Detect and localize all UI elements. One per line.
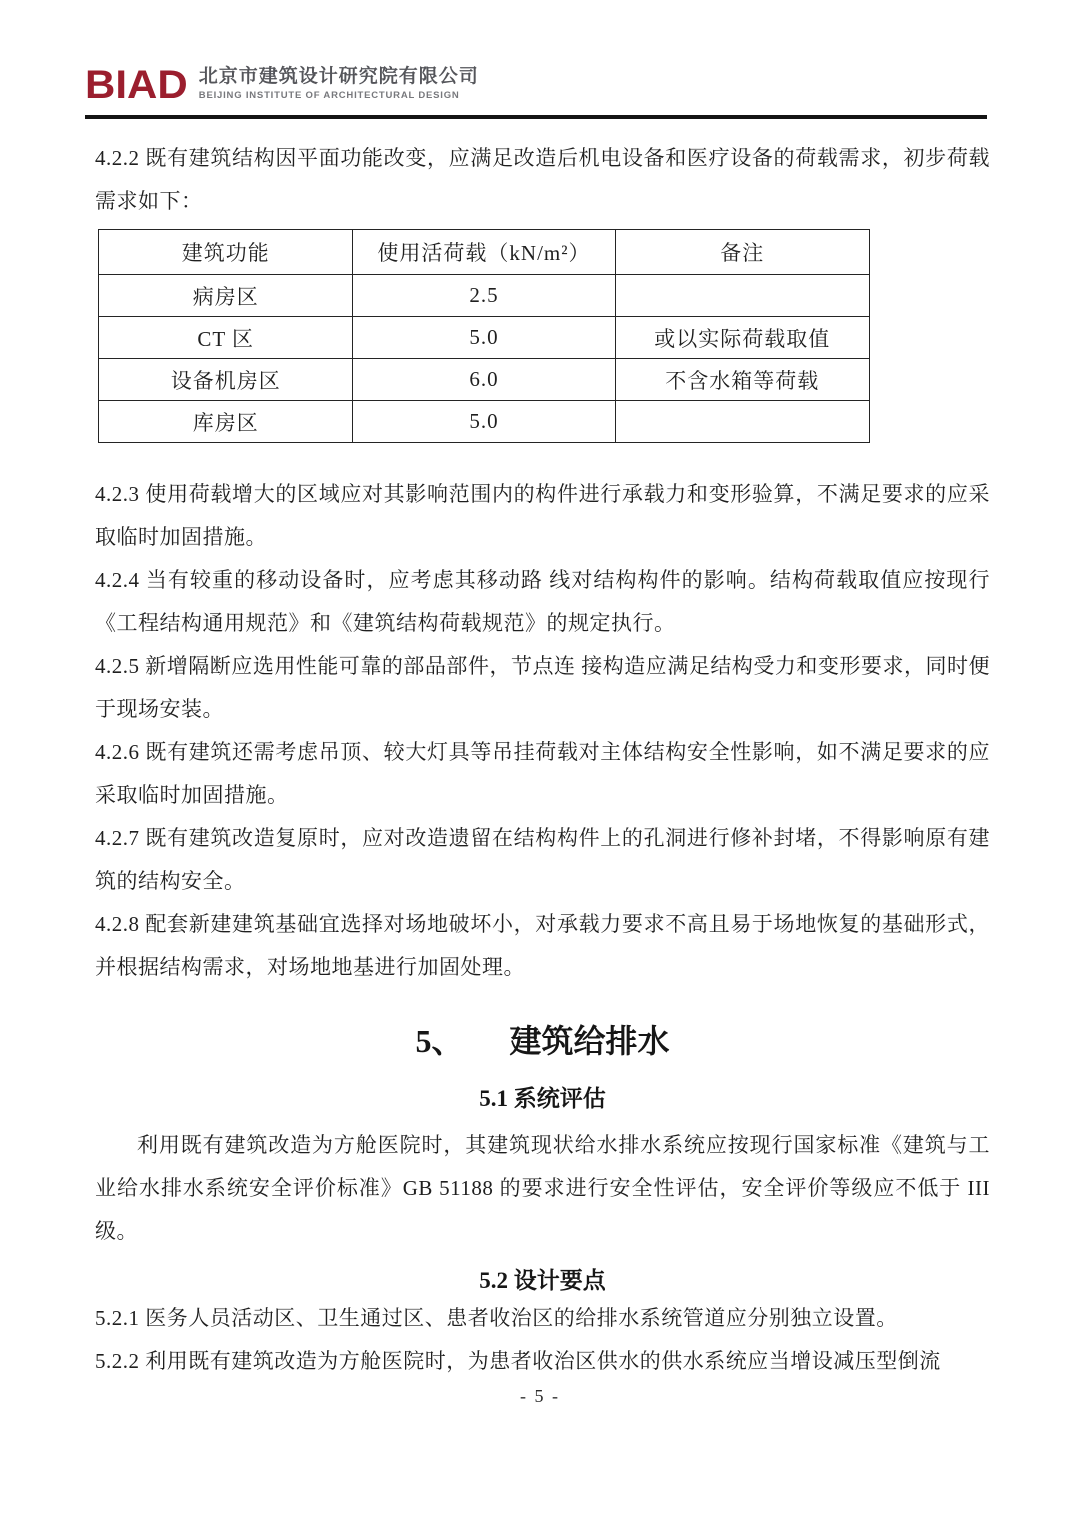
section-5-title: 建筑给排水 (509, 1023, 670, 1059)
cell-function: 库房区 (99, 401, 353, 443)
section-5-1-heading: 5.1 系统评估 (479, 1086, 606, 1111)
table-row-ward (99, 275, 870, 317)
paragraph-4-2-4: 4.2.4 当有较重的移动设备时，应考虑其移动路 线对结构构件的影响。结构荷载取值应按现行《工程结构通用规范》和《建筑结构荷载规范》的规定执行。 (95, 568, 990, 635)
section-5-number: 5、 (415, 1023, 464, 1059)
company-name-block (199, 64, 479, 103)
company-name-english: BEIJING INSTITUTE OF ARCHITECTURAL DESIGN (198, 90, 460, 101)
table-row-ct (99, 317, 870, 359)
section-5-2-heading: 5.2 设计要点 (479, 1268, 606, 1293)
logo-row (85, 64, 987, 106)
table-row-storage (99, 401, 870, 443)
col-header-live-load: 使用活荷载（kN/m²） (353, 230, 615, 275)
cell-load: 5.0 (353, 317, 615, 359)
col-header-building-function: 建筑功能 (99, 230, 353, 275)
cell-remark: 不含水箱等荷载 (615, 359, 869, 401)
paragraph-4-2-6: 4.2.6 既有建筑还需考虑吊顶、较大灯具等吊挂荷载对主体结构安全性影响，如不满足要求的应采取临时加固措施。 (95, 740, 990, 807)
paragraph-4-2-8: 4.2.8 配套新建建筑基础宜选择对场地破坏小，对承载力要求不高且易于场地恢复的基础形式，并根据结构需求，对场地地基进行加固处理。 (95, 912, 990, 979)
col-header-remarks: 备注 (615, 230, 869, 275)
cell-function: 设备机房区 (99, 359, 353, 401)
document-body (0, 137, 1080, 1383)
paragraph-5-2-1: 5.2.1 医务人员活动区、卫生通过区、患者收治区的给排水系统管道应分别独立设置。 (95, 1306, 898, 1330)
paragraph-5-2-2: 5.2.2 利用既有建筑改造为方舱医院时，为患者收治区供水的供水系统应当增设减压型倒流 (95, 1349, 941, 1373)
cell-remark: 或以实际荷载取值 (615, 317, 869, 359)
section-5-heading (95, 1019, 990, 1063)
table-head (99, 230, 870, 275)
cell-load: 2.5 (353, 275, 615, 317)
paragraph-5-1-body: 利用既有建筑改造为方舱医院时，其建筑现状给水排水系统应按现行国家标准《建筑与工业给水排水系统安全评价标准》GB 51188 的要求进行安全性评估，安全评价等级应不低于 III 级。 (95, 1133, 990, 1243)
cell-remark (615, 275, 869, 317)
paragraph-4-2-2: 4.2.2 既有建筑结构因平面功能改变，应满足改造后机电设备和医疗设备的荷载需求，初步荷载需求如下： (95, 146, 990, 213)
page-footer (0, 1386, 1080, 1407)
header-divider (85, 115, 987, 119)
cell-load: 6.0 (353, 359, 615, 401)
table-header-row (99, 230, 870, 275)
paragraph-4-2-5: 4.2.5 新增隔断应选用性能可靠的部品部件，节点连 接构造应满足结构受力和变形要求，同时便于现场安装。 (95, 654, 990, 721)
page-header (0, 0, 1080, 119)
company-name-chinese: 北京市建筑设计研究院有限公司 (198, 66, 479, 87)
cell-remark (615, 401, 869, 443)
paragraph-4-2-7: 4.2.7 既有建筑改造复原时，应对改造遗留在结构构件上的孔洞进行修补封堵，不得影响原有建筑的结构安全。 (95, 826, 990, 893)
cell-load: 5.0 (353, 401, 615, 443)
cell-function: 病房区 (99, 275, 353, 317)
live-load-table (98, 229, 870, 443)
table-body (99, 275, 870, 443)
paragraph-4-2-3: 4.2.3 使用荷载增大的区域应对其影响范围内的构件进行承载力和变形验算，不满足要求的应采 取临时加固措施。 (95, 482, 990, 549)
cell-function: CT 区 (99, 317, 353, 359)
table-row-equipment-room (99, 359, 870, 401)
page-number: - 5 - (520, 1386, 560, 1406)
biad-logo: BIAD (85, 63, 188, 107)
